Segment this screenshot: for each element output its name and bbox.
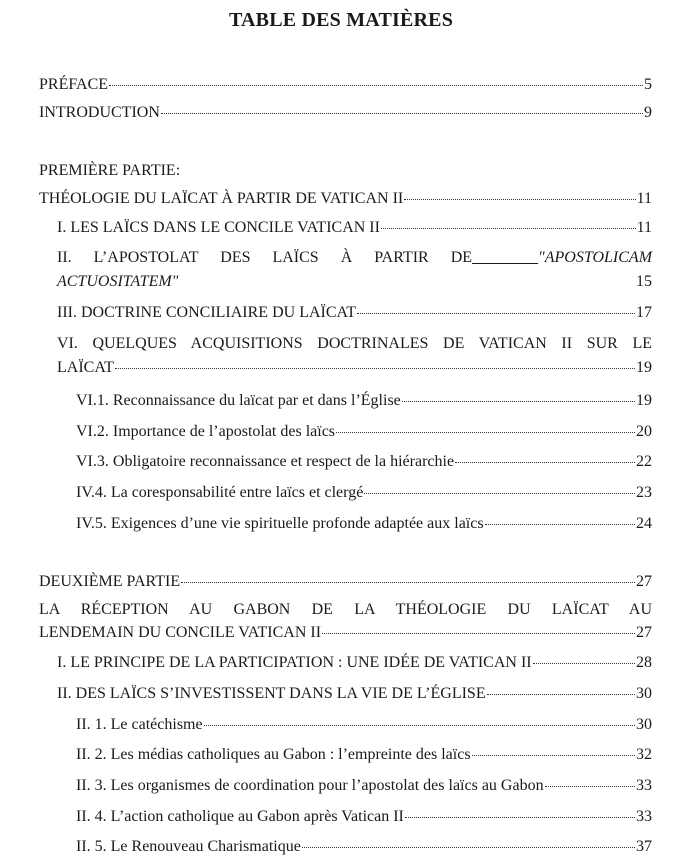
- toc-entry-section-ii-2: [76, 746, 652, 764]
- toc-entry-page: 20: [636, 423, 652, 440]
- dot-leader: [545, 786, 635, 787]
- toc-entry-label: PRÉFACE: [39, 76, 109, 93]
- toc-entry-label: VI.2. Importance de l’apostolat des laïcs: [76, 423, 336, 440]
- toc-entry-label: II. 2. Les médias catholiques au Gabon : l’empreinte des laïcs: [76, 746, 471, 763]
- toc-entry-page: 9: [644, 104, 652, 121]
- toc-entry-label: II. 1. Le catéchisme: [76, 716, 203, 733]
- toc-entry-label-italic: ACTUOSITATEM": [57, 273, 179, 290]
- dot-leader: [204, 725, 635, 726]
- dot-leader: [357, 313, 635, 314]
- toc-entry-label: LAÏCAT: [57, 359, 114, 376]
- toc-entry-label: PREMIÈRE PARTIE:: [39, 162, 181, 179]
- toc-entry-chapter-2-line1: [57, 249, 652, 267]
- toc-entry-page: 30: [636, 685, 652, 702]
- dot-leader: [472, 755, 635, 756]
- toc-entry-page: 33: [636, 808, 652, 825]
- dot-leader: [455, 462, 635, 463]
- dot-leader: [336, 432, 635, 433]
- toc-entry-page: 28: [636, 654, 652, 671]
- toc-entry-chapter-4-line2: [57, 359, 652, 377]
- toc-entry-section-ii-4: [76, 808, 652, 826]
- toc-entry-page: 11: [636, 219, 652, 236]
- toc-entry-label-italic: "APOSTOLICAM: [538, 249, 653, 266]
- dot-leader: [364, 493, 635, 494]
- toc-entry-introduction: [39, 104, 652, 122]
- toc-entry-page: 15: [636, 273, 652, 290]
- toc-entry-part-two: [39, 573, 652, 591]
- toc-entry-label: VI. QUELQUES ACQUISITIONS DOCTRINALES DE VATICAN II SUR LE: [57, 335, 652, 352]
- dot-leader: [402, 401, 635, 402]
- dot-leader: [109, 85, 643, 86]
- toc-entry-page: 11: [636, 190, 652, 207]
- toc-entry-page: 24: [636, 515, 652, 532]
- toc-entry-label: II. L’APOSTOLAT DES LAÏCS À PARTIR DE: [57, 249, 473, 266]
- toc-entry-page: 33: [636, 777, 652, 794]
- toc-title: TABLE DES MATIÈRES: [228, 9, 454, 31]
- dot-leader: [404, 199, 635, 200]
- toc-entry-section-iv-4: [76, 484, 652, 502]
- dot-leader: [161, 113, 643, 114]
- toc-entry-page: 37: [636, 838, 652, 855]
- toc-entry-page: 30: [636, 716, 652, 733]
- dot-leader: [381, 228, 636, 229]
- dot-leader: [405, 817, 635, 818]
- toc-entry-chapter-3: [57, 304, 652, 322]
- toc-entry-part-two-title-line1: [39, 601, 652, 619]
- underline-gap: [472, 249, 538, 266]
- toc-entry-page: 19: [636, 359, 652, 376]
- toc-entry-label: THÉOLOGIE DU LAÏCAT À PARTIR DE VATICAN II: [39, 190, 404, 207]
- toc-entry-chapter-2-line2: [57, 273, 652, 291]
- toc-entry-page: 22: [636, 453, 652, 470]
- toc-entry-section-ii-5: [76, 838, 652, 856]
- toc-entry-page: 5: [644, 76, 652, 93]
- toc-entry-section-iv-5: [76, 515, 652, 533]
- dot-leader: [487, 694, 635, 695]
- toc-entry-label: I. LES LAÏCS DANS LE CONCILE VATICAN II: [57, 219, 380, 236]
- toc-entry-section-ii-1: [76, 716, 652, 734]
- toc-entry-label: LA RÉCEPTION AU GABON DE LA THÉOLOGIE DU LAÏCAT AU: [39, 601, 652, 618]
- toc-entry-label: II. 4. L’action catholique au Gabon après Vatican II: [76, 808, 404, 825]
- dot-leader: [302, 847, 635, 848]
- toc-entry-section-ii-3: [76, 777, 652, 795]
- toc-entry-section-vi-3: [76, 453, 652, 471]
- dot-leader: [533, 663, 635, 664]
- toc-entry-label: II. 5. Le Renouveau Charismatique: [76, 838, 301, 855]
- toc-entry-page: 17: [636, 304, 652, 321]
- toc-entry-label: IV.4. La coresponsabilité entre laïcs et clergé: [76, 484, 364, 501]
- toc-entry-chapter-1: [57, 219, 652, 237]
- toc-entry-label: II. DES LAÏCS S’INVESTISSENT DANS LA VIE DE L’ÉGLISE: [57, 685, 486, 702]
- toc-entry-section-vi-1: [76, 392, 652, 410]
- toc-entry-part-two-title-line2: [39, 624, 652, 642]
- toc-entry-label: LENDEMAIN DU CONCILE VATICAN II: [39, 624, 322, 641]
- toc-entry-label: III. DOCTRINE CONCILIAIRE DU LAÏCAT: [57, 304, 357, 321]
- toc-entry-label: INTRODUCTION: [39, 104, 160, 121]
- toc-entry-label: VI.1. Reconnaissance du laïcat par et dans l’Église: [76, 392, 401, 409]
- toc-entry-chapter-4-line1: [57, 335, 652, 353]
- toc-entry-part-two-chapter-2: [57, 685, 652, 703]
- toc-entry-page: 19: [636, 392, 652, 409]
- dot-leader: [115, 368, 635, 369]
- toc-entry-label: IV.5. Exigences d’une vie spirituelle profonde adaptée aux laïcs: [76, 515, 484, 532]
- part-one-heading: [39, 162, 652, 180]
- dot-leader: [485, 524, 635, 525]
- toc-entry-section-vi-2: [76, 423, 652, 441]
- dot-leader: [181, 582, 635, 583]
- toc-entry-label: DEUXIÈME PARTIE: [39, 573, 181, 590]
- toc-entry-page: 27: [636, 573, 652, 590]
- toc-entry-part-one-title: [39, 190, 652, 208]
- toc-entry-page: 32: [636, 746, 652, 763]
- toc-entry-page: 27: [636, 624, 652, 641]
- toc-entry-preface: [39, 76, 652, 94]
- toc-entry-part-two-chapter-1: [57, 654, 652, 672]
- toc-entry-label: VI.3. Obligatoire reconnaissance et respect de la hiérarchie: [76, 453, 455, 470]
- toc-entry-page: 23: [636, 484, 652, 501]
- toc-entry-label: I. LE PRINCIPE DE LA PARTICIPATION : UNE IDÉE DE VATICAN II: [57, 654, 532, 671]
- toc-entry-label: II. 3. Les organismes de coordination pour l’apostolat des laïcs au Gabon: [76, 777, 544, 794]
- dot-leader: [322, 633, 635, 634]
